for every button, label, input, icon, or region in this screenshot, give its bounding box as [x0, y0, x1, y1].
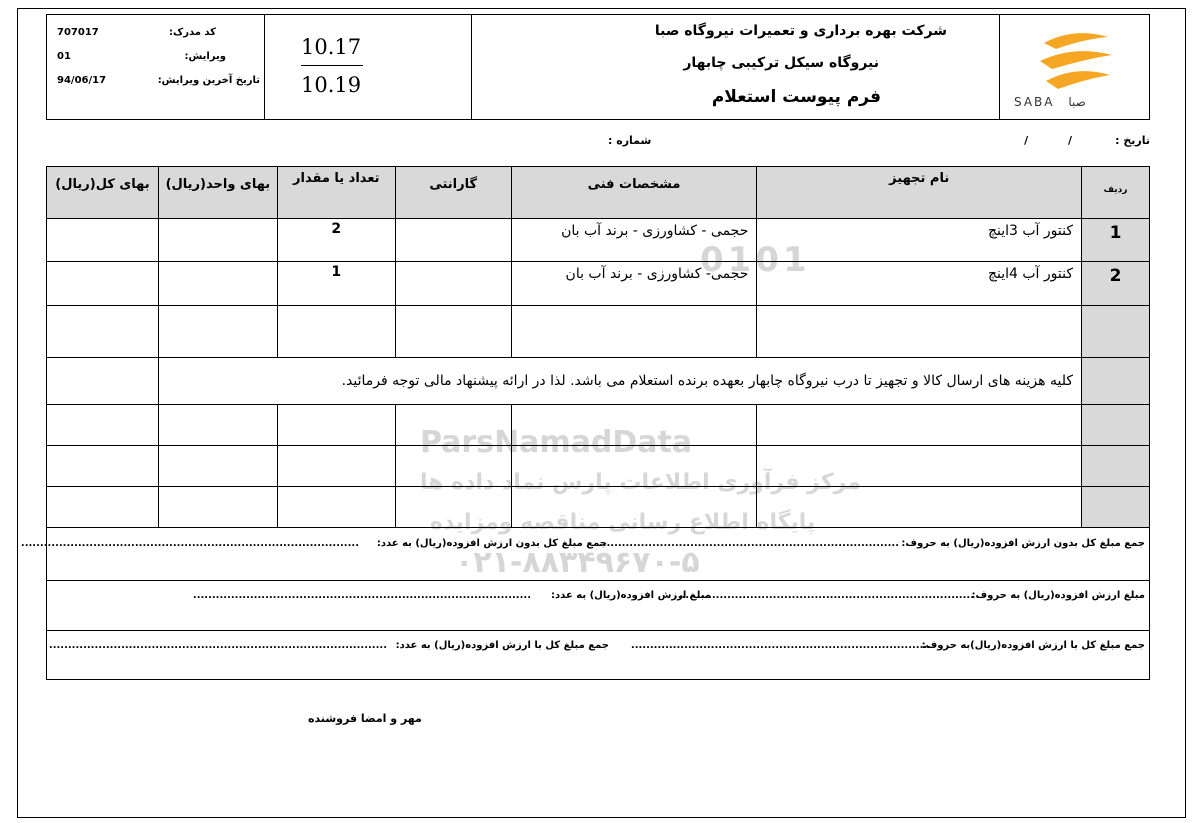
cell-empty[interactable] [757, 487, 1082, 528]
col-warranty: گارانتی [395, 167, 511, 219]
cell-empty[interactable] [47, 405, 159, 446]
table-row [47, 262, 1150, 306]
cell-row-num: 1 [1082, 219, 1150, 262]
cell-qty: 1 [277, 262, 395, 306]
vat-number-label: مبلغ ارزش افزوده(ریال) به عدد: [551, 590, 711, 601]
revision-value: 01 [57, 51, 71, 62]
doc-code-value: 707017 [57, 27, 99, 38]
seller-seal-label: مهر و امضا فروشنده [308, 712, 422, 725]
cell-empty[interactable] [47, 446, 159, 487]
col-total-price: بهای کل(ریال) [47, 167, 159, 219]
shipping-note: کلیه هزینه های ارسال کالا و تجهیز تا درب نیروگاه چابهار بعهده برنده استعلام می باشد. لذا در ارائه پیشنهاد مالی توجه فرمائید. [158, 358, 1081, 405]
cell-empty [47, 358, 159, 405]
note-row [47, 358, 1150, 405]
form-title: فرم پیوست استعلام [711, 87, 881, 107]
cell-empty[interactable] [395, 446, 511, 487]
cell-row-num: 2 [1082, 262, 1150, 306]
cell-empty[interactable] [511, 405, 757, 446]
cell-empty[interactable] [277, 446, 395, 487]
cell-unit[interactable] [158, 219, 277, 262]
sum-with-vat-number-label: جمع مبلغ کل با ارزش افزوده(ریال) به عدد: [395, 640, 609, 651]
logo-cell [999, 15, 1149, 119]
date-top: 10.17 [301, 35, 362, 59]
col-spec: مشخصات فنی [511, 167, 757, 219]
watermark-line2: پایگاه اطلاع رسانی مناقصه ومزایده [430, 510, 816, 535]
divider [47, 630, 1149, 631]
cell-row-num [1082, 487, 1150, 528]
date-divider [301, 65, 363, 66]
cell-empty[interactable] [158, 405, 277, 446]
col-row: ردیف [1082, 167, 1150, 219]
col-equipment: نام تجهیز [757, 167, 1082, 219]
cell-empty[interactable] [511, 446, 757, 487]
cell-total[interactable] [47, 262, 159, 306]
cell-row-num [1082, 358, 1150, 405]
header-dates [265, 15, 471, 119]
cell-empty[interactable] [757, 405, 1082, 446]
cell-row-num [1082, 446, 1150, 487]
table-row [47, 405, 1150, 446]
cell-spec: حجمی- کشاورزی - برند آب بان [511, 262, 757, 306]
cell-warranty[interactable] [395, 219, 511, 262]
cell-empty[interactable] [395, 487, 511, 528]
col-qty: تعداد یا مقدار [277, 167, 395, 219]
sum-no-vat-words-dots[interactable]: ............................................................................... [598, 538, 899, 549]
cell-spec: حجمی - کشاورزی - برند آب بان [511, 219, 757, 262]
inquiry-table [46, 166, 1150, 528]
cell-empty[interactable] [511, 306, 757, 358]
table-row [47, 306, 1150, 358]
sum-with-vat-words-dots[interactable]: ............................................................................... [630, 640, 931, 651]
cell-empty[interactable] [511, 487, 757, 528]
col-unit-price: بهای واحد(ریال) [158, 167, 277, 219]
form-header [46, 14, 1150, 120]
table-row [47, 487, 1150, 528]
table-row [47, 219, 1150, 262]
doc-code-label: کد مدرک: [168, 27, 216, 38]
cell-equipment: کنتور آب 4اینچ [757, 262, 1082, 306]
saba-logo-icon [1034, 25, 1116, 97]
cell-warranty[interactable] [395, 262, 511, 306]
cell-row-num [1082, 405, 1150, 446]
document-meta [47, 15, 265, 119]
watermark-line1: مرکز فرآوری اطلاعات پارس نماد داده ها [420, 470, 861, 495]
vat-words-dots[interactable]: ............................................................................... [673, 590, 974, 601]
header-title-block [471, 15, 999, 119]
revision-label: ویرایش: [184, 51, 226, 62]
cell-row-num [1082, 306, 1150, 358]
sum-no-vat-number-dots[interactable]: ......................................................................................... [20, 538, 359, 549]
sum-with-vat-words-label: جمع مبلغ کل با ارزش افزوده(ریال)به حروف: [921, 640, 1145, 651]
logo-text: SABA صبا [1014, 95, 1086, 109]
cell-empty[interactable] [47, 487, 159, 528]
date-bottom: 10.19 [301, 73, 362, 97]
cell-total[interactable] [47, 219, 159, 262]
vat-number-dots[interactable]: ......................................................................................... [192, 590, 531, 601]
last-edit-label: تاریخ آخرین ویرایش: [157, 75, 260, 86]
table-header-row [47, 167, 1150, 219]
sum-no-vat-number-label: جمع مبلغ کل بدون ارزش افزوده(ریال) به عدد: [376, 538, 607, 549]
cell-unit[interactable] [158, 262, 277, 306]
date-number-row [46, 128, 1150, 154]
watermark-phone: ۰۲۱-۸۸۳۴۹۶۷۰-۵ [455, 545, 700, 580]
cell-empty[interactable] [757, 446, 1082, 487]
date-slashes: / / [1024, 134, 1090, 147]
cell-empty[interactable] [277, 487, 395, 528]
last-edit-value: 94/06/17 [57, 75, 107, 86]
cell-empty[interactable] [158, 487, 277, 528]
cell-empty[interactable] [277, 405, 395, 446]
cell-empty[interactable] [47, 306, 159, 358]
sum-with-vat-number-dots[interactable]: ......................................................................................... [48, 640, 387, 651]
divider [47, 580, 1149, 581]
company-name: شرکت بهره برداری و تعمیرات نیروگاه صبا [654, 23, 947, 39]
cell-empty[interactable] [158, 446, 277, 487]
date-label: تاریخ : [1115, 134, 1150, 147]
watermark-digits: 0101 [700, 240, 811, 280]
summary-block [20, 528, 1150, 680]
cell-equipment: کنتور آب 3اینچ [757, 219, 1082, 262]
plant-name: نیروگاه سیکل ترکیبی چابهار [683, 55, 879, 71]
watermark-brand: ParsNamadData [420, 425, 693, 460]
sum-no-vat-words-label: جمع مبلغ کل بدون ارزش افزوده(ریال) به حروف: [901, 538, 1145, 549]
table-row [47, 446, 1150, 487]
cell-empty[interactable] [395, 405, 511, 446]
cell-empty[interactable] [158, 306, 277, 358]
vat-words-label: مبلغ ارزش افزوده(ریال) به حروف: [971, 590, 1145, 601]
cell-empty[interactable] [757, 306, 1082, 358]
cell-empty[interactable] [395, 306, 511, 358]
number-label: شماره : [608, 134, 652, 147]
cell-empty[interactable] [277, 306, 395, 358]
cell-qty: 2 [277, 219, 395, 262]
